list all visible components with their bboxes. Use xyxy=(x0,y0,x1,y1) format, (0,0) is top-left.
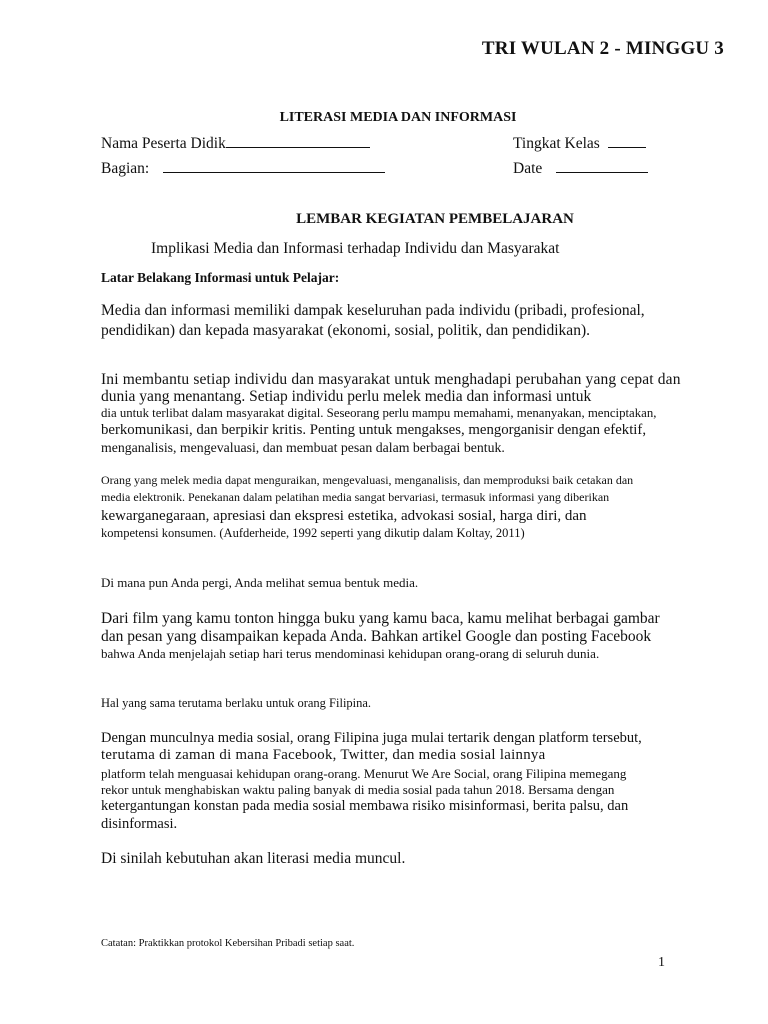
document-title: LITERASI MEDIA DAN INFORMASI xyxy=(279,110,517,125)
paragraph-5-line: Dari film yang kamu tonton hingga buku yang kamu baca, kamu melihat berbagai gambar xyxy=(101,610,660,627)
section-title: LEMBAR KEGIATAN PEMBELAJARAN xyxy=(296,211,574,227)
paragraph-1-line: Media dan informasi memiliki dampak keseluruhan pada individu (pribadi, profesional, xyxy=(101,302,645,319)
section-blank[interactable] xyxy=(163,158,385,173)
paragraph-7-line: Dengan munculnya media sosial, orang Filipina juga mulai tertarik dengan platform tersebut, xyxy=(101,730,642,746)
paragraph-7-line: disinformasi. xyxy=(101,816,178,832)
paragraph-6: Hal yang sama terutama berlaku untuk orang Filipina. xyxy=(101,696,372,710)
section-label: Bagian: xyxy=(101,160,150,177)
paragraph-1-line: pendidikan) dan kepada masyarakat (ekonomi, sosial, politik, dan pendidikan). xyxy=(101,322,590,339)
paragraph-7-line: ketergantungan konstan pada media sosial membawa risiko misinformasi, berita palsu, dan xyxy=(101,798,629,814)
paragraph-7-line: rekor untuk menghabiskan waktu paling banyak di media sosial pada tahun 2018. Bersama dengan xyxy=(101,782,615,797)
subtitle: Implikasi Media dan Informasi terhadap Individu dan Masyarakat xyxy=(151,240,560,257)
student-name-field xyxy=(101,133,370,153)
paragraph-3-line: Orang yang melek media dapat menguraikan, mengevaluasi, menganalisis, dan memproduksi baik cetakan dan xyxy=(101,473,634,487)
page-number: 1 xyxy=(658,955,665,970)
date-label: Date xyxy=(513,160,543,177)
paragraph-7-line: platform telah menguasai kehidupan orang-orang. Menurut We Are Social, orang Filipina memegang xyxy=(101,766,627,781)
paragraph-2-line: dia untuk terlibat dalam masyarakat digital. Seseorang perlu mampu memahami, menanyakan, menciptakan, xyxy=(101,406,657,420)
paragraph-3-line: kewarganegaraan, apresiasi dan ekspresi estetika, advokasi sosial, harga diri, dan xyxy=(101,508,587,524)
paragraph-5-line: bahwa Anda menjelajah setiap hari terus mendominasi kehidupan orang-orang di seluruh dunia. xyxy=(101,646,600,661)
paragraph-3-line: kompetensi konsumen. (Aufderheide, 1992 seperti yang dikutip dalam Koltay, 2011) xyxy=(101,526,525,540)
grade-label: Tingkat Kelas xyxy=(513,135,600,152)
date-blank[interactable] xyxy=(556,158,648,173)
paragraph-2-line: menganalisis, mengevaluasi, dan membuat pesan dalam berbagai bentuk. xyxy=(101,440,505,455)
paragraph-2-line: Ini membantu setiap individu dan masyarakat untuk menghadapi perubahan yang cepat dan xyxy=(101,371,681,388)
background-heading: Latar Belakang Informasi untuk Pelajar: xyxy=(101,270,340,285)
paragraph-3-line: media elektronik. Penekanan dalam pelatihan media sangat bervariasi, termasuk informasi yang diberikan xyxy=(101,490,610,504)
grade-blank[interactable] xyxy=(608,133,646,148)
paragraph-8: Di sinilah kebutuhan akan literasi media muncul. xyxy=(101,850,406,867)
paragraph-2-line: dunia yang menantang. Setiap individu perlu melek media dan informasi untuk xyxy=(101,388,592,405)
paragraph-7-line: terutama di zaman di mana Facebook, Twitter, dan media sosial lainnya xyxy=(101,747,546,763)
grade-field xyxy=(513,133,646,153)
student-name-blank[interactable] xyxy=(226,133,370,148)
paragraph-2-line: berkomunikasi, dan berpikir kritis. Penting untuk mengakses, mengorganisir dengan efektif, xyxy=(101,422,647,438)
section-field xyxy=(101,158,385,178)
paragraph-4: Di mana pun Anda pergi, Anda melihat semua bentuk media. xyxy=(101,575,419,590)
date-field xyxy=(513,158,648,178)
student-name-label: Nama Peserta Didik xyxy=(101,135,226,152)
paragraph-5-line: dan pesan yang disampaikan kepada Anda. Bahkan artikel Google dan posting Facebook xyxy=(101,628,652,645)
page-header-title: TRI WULAN 2 - MINGGU 3 xyxy=(481,38,724,59)
footnote: Catatan: Praktikkan protokol Kebersihan Pribadi setiap saat. xyxy=(101,938,355,949)
